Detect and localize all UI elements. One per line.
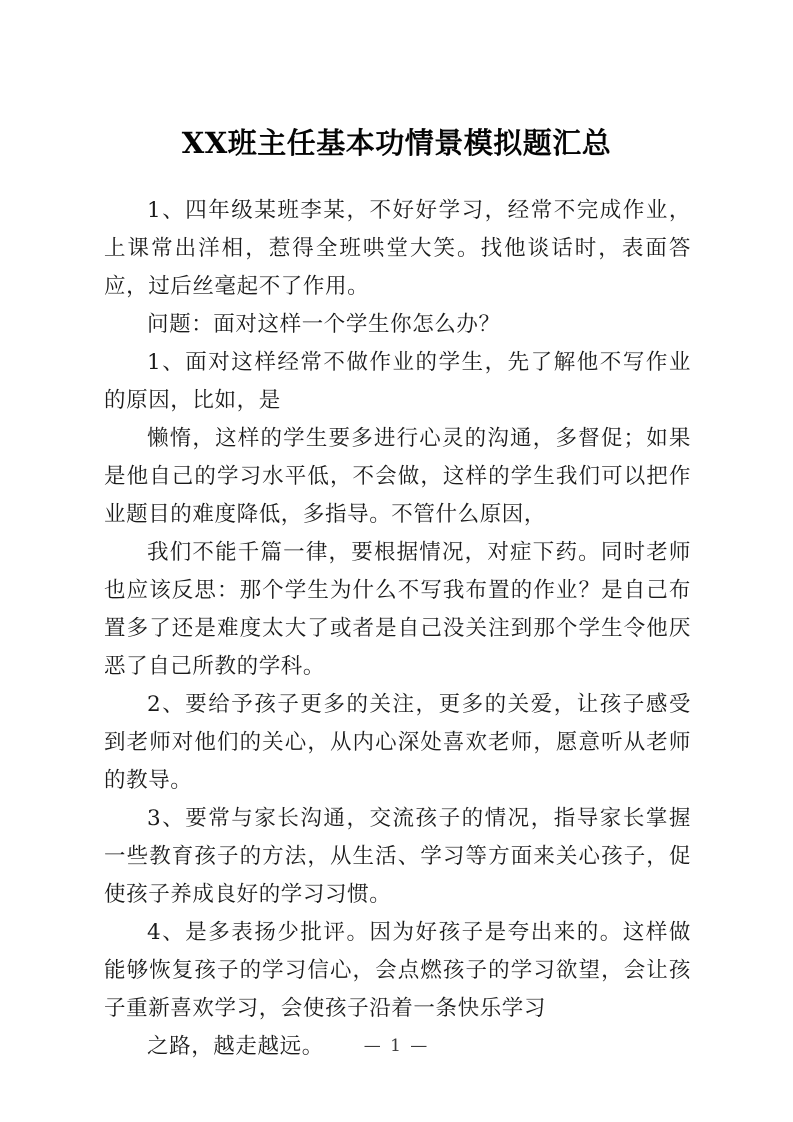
page-title: XX班主任基本功情景模拟题汇总 (181, 126, 612, 161)
paragraph: 我们不能千篇一律，要根据情况，对症下药。同时老师也应该反思：那个学生为什么不写我布置的作业？是自己布置多了还是难度太大了或者是自己没关注到那个学生令他厌恶了自己所教的学科。 (104, 540, 691, 679)
paragraph: 问题：面对这样一个学生你怎么办？ (147, 312, 501, 337)
page-footer: — 1 — (363, 1036, 430, 1056)
document-body (104, 192, 691, 1066)
paragraph: 3、要常与家长沟通，交流孩子的情况，指导家长掌握一些教育孩子的方法，从生活、学习等方面来关心孩子，促使孩子养成良好的学习习惯。 (104, 806, 691, 907)
paragraph: 1、四年级某班李某，不好好学习，经常不完成作业，上课常出洋相，惹得全班哄堂大笑。找他谈话时，表面答应，过后丝毫起不了作用。 (104, 198, 691, 299)
paragraph: 1、面对这样经常不做作业的学生，先了解他不写作业的原因，比如，是 (104, 350, 691, 413)
paragraph: 4、是多表扬少批评。因为好孩子是夸出来的。这样做能够恢复孩子的学习信心，会点燃孩子的学习欲望，会让孩子重新喜欢学习，会使孩子沿着一条快乐学习 (104, 920, 691, 1021)
paragraph: 之路，越走越远。 (147, 1034, 324, 1059)
paragraph: 2、要给予孩子更多的关注，更多的关爱，让孩子感受到老师对他们的关心，从内心深处喜欢老师，愿意听从老师的教导。 (104, 692, 691, 793)
paragraph: 懒惰，这样的学生要多进行心灵的沟通，多督促；如果是他自己的学习水平低，不会做，这样的学生我们可以把作业题目的难度降低，多指导。不管什么原因， (104, 426, 691, 527)
